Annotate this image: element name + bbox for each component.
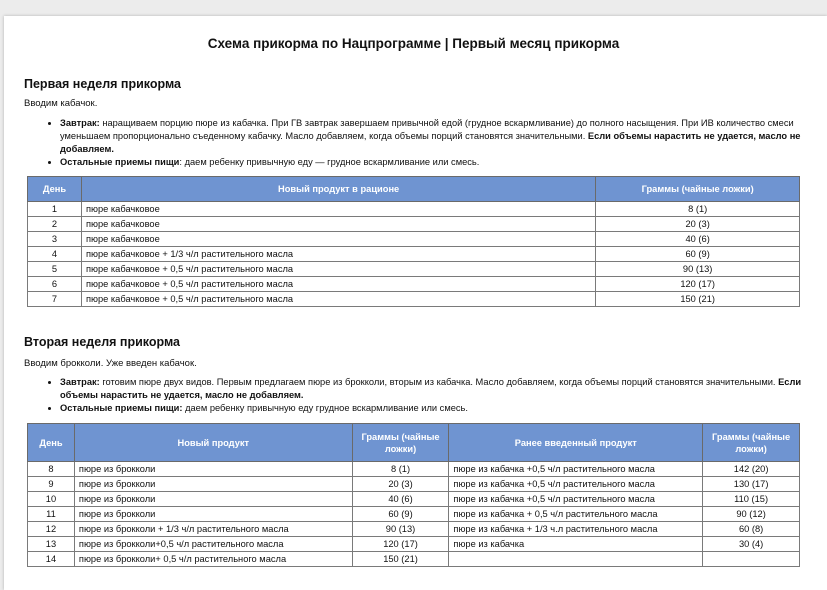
cell-day: 12 [28,522,75,537]
cell-day: 13 [28,537,75,552]
cell-day: 5 [28,262,82,277]
cell-day: 9 [28,477,75,492]
table-row [28,262,800,277]
cell-new-grams: 8 (1) [352,462,449,477]
column-header-product: Новый продукт в рационе [81,177,595,202]
table-header-row [28,424,800,462]
week2-bullet-list [24,376,812,415]
cell-product: пюре кабачковое + 0,5 ч/л растительного масла [81,292,595,307]
table-row [28,537,800,552]
table-row [28,552,800,567]
week1-bullet-breakfast: • Завтрак: наращиваем порцию пюре из кабачка. При ГВ завтрак завершаем привычной едой (грудное вскармливание) до полного насыщения. При ИВ количество смеси уменьшаем пропорционально съеденному кабачку. Масло добавляем, когда объемы порций становятся значительными. Если объемы нарастить не удается, масло не добавляем. [60,117,812,156]
week2-bullet-breakfast: • Завтрак: готовим пюре двух видов. Первым предлагаем пюре из брокколи, вторым из кабачка. Масло добавляем, когда объемы порций становятся значительными. Если объемы нарастить не удается, масло не добавляем. [60,376,812,402]
cell-day: 8 [28,462,75,477]
cell-prev-product: пюре из кабачка +0,5 ч/л растительного масла [449,492,703,507]
page-title: Схема прикорма по Нацпрограмме | Первый месяц прикорма [207,36,620,51]
cell-new-product: пюре из брокколи+ 0,5 ч/л растительного масла [74,552,352,567]
cell-prev-grams: 30 (4) [703,537,800,552]
cell-prev-grams: 60 (8) [703,522,800,537]
week1-heading: Первая неделя прикорма [24,77,182,91]
cell-day: 10 [28,492,75,507]
column-header-day: День [28,177,82,202]
table-row [28,477,800,492]
cell-day: 3 [28,232,82,247]
cell-day: 7 [28,292,82,307]
cell-product: пюре кабачковое [81,202,595,217]
cell-grams: 120 (17) [596,277,800,292]
table-row [28,217,800,232]
cell-new-product: пюре из брокколи [74,477,352,492]
cell-new-grams: 150 (21) [352,552,449,567]
cell-prev-grams: 130 (17) [703,477,800,492]
column-header-prev-grams: Граммы (чайные ложки) [703,424,800,462]
column-header-new-product: Новый продукт [74,424,352,462]
week2-bullet-other-meals: • Остальные приемы пищи: даем ребенку привычную еду грудное вскармливание или смесь. [60,402,812,415]
table-row [28,277,800,292]
cell-product: пюре кабачковое + 1/3 ч/л растительного масла [81,247,595,262]
week1-bullet-list [24,117,812,169]
cell-prev-grams: 142 (20) [703,462,800,477]
cell-day: 1 [28,202,82,217]
column-header-day: День [28,424,75,462]
cell-prev-product: пюре из кабачка + 1/3 ч.л растительного масла [449,522,703,537]
cell-new-product: пюре из брокколи [74,492,352,507]
column-header-new-grams: Граммы (чайные ложки) [352,424,449,462]
cell-new-product: пюре из брокколи + 1/3 ч/л растительного масла [74,522,352,537]
cell-grams: 20 (3) [596,217,800,232]
cell-day: 14 [28,552,75,567]
cell-grams: 40 (6) [596,232,800,247]
cell-new-grams: 60 (9) [352,507,449,522]
table-row [28,507,800,522]
table-row [28,522,800,537]
cell-prev-product: пюре из кабачка +0,5 ч/л растительного масла [449,462,703,477]
cell-product: пюре кабачковое + 0,5 ч/л растительного масла [81,262,595,277]
cell-prev-grams: 110 (15) [703,492,800,507]
table-row [28,492,800,507]
table-row [28,232,800,247]
cell-new-product: пюре из брокколи [74,507,352,522]
cell-new-grams: 20 (3) [352,477,449,492]
cell-prev-product: пюре из кабачка [449,537,703,552]
table-row [28,247,800,262]
cell-grams: 90 (13) [596,262,800,277]
cell-day: 4 [28,247,82,262]
cell-grams: 8 (1) [596,202,800,217]
week1-intro: Вводим кабачок. [24,98,98,109]
cell-new-product: пюре из брокколи [74,462,352,477]
week2-intro: Вводим брокколи. Уже введен кабачок. [24,358,197,369]
cell-product: пюре кабачковое [81,232,595,247]
cell-new-grams: 40 (6) [352,492,449,507]
week1-bullet-other-meals: • Остальные приемы пищи: даем ребенку привычную еду — грудное вскармливание или смесь. [60,156,812,169]
cell-product: пюре кабачковое + 0,5 ч/л растительного масла [81,277,595,292]
column-header-grams: Граммы (чайные ложки) [596,177,800,202]
cell-grams: 150 (21) [596,292,800,307]
cell-new-grams: 90 (13) [352,522,449,537]
cell-new-grams: 120 (17) [352,537,449,552]
cell-day: 2 [28,217,82,232]
cell-day: 6 [28,277,82,292]
cell-grams: 60 (9) [596,247,800,262]
week1-table [27,176,800,307]
week2-table [27,423,800,567]
table-header-row [28,177,800,202]
cell-new-product: пюре из брокколи+0,5 ч/л растительного масла [74,537,352,552]
cell-prev-product [449,552,703,567]
table-row [28,202,800,217]
week2-heading: Вторая неделя прикорма [24,335,181,349]
cell-prev-grams: 90 (12) [703,507,800,522]
cell-prev-product: пюре из кабачка +0,5 ч/л растительного масла [449,477,703,492]
cell-product: пюре кабачковое [81,217,595,232]
cell-prev-product: пюре из кабачка + 0,5 ч/л растительного масла [449,507,703,522]
cell-day: 11 [28,507,75,522]
cell-prev-grams [703,552,800,567]
column-header-prev-product: Ранее введенный продукт [449,424,703,462]
table-row [28,292,800,307]
table-row [28,462,800,477]
